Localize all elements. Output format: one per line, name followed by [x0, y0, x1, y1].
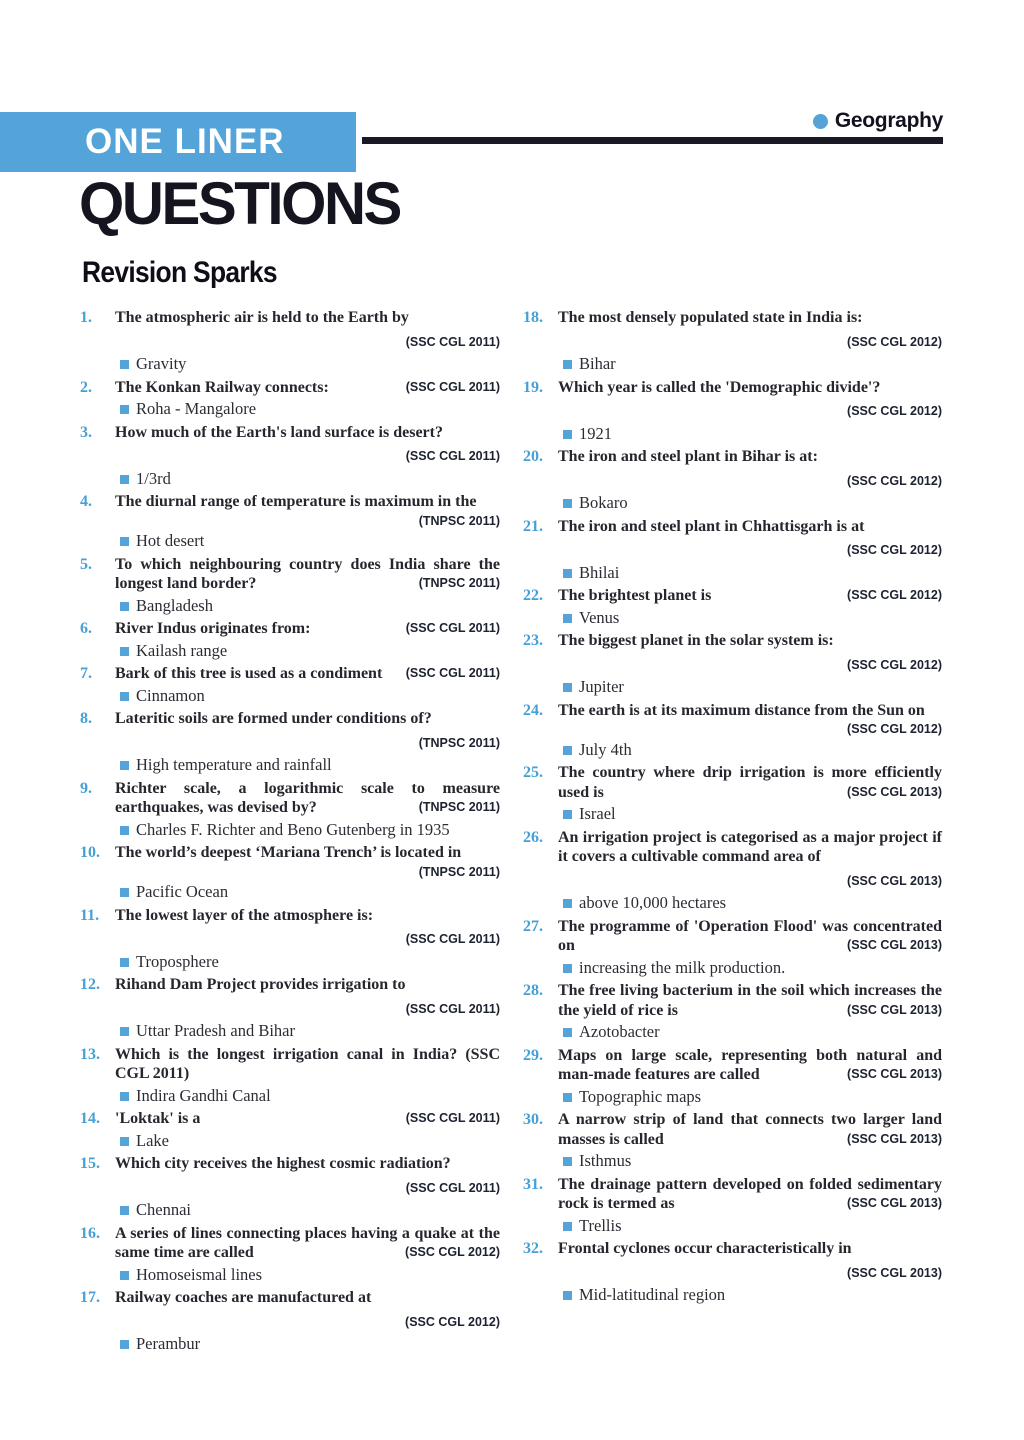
exam-tag: (SSC CGL 2013) [847, 938, 942, 952]
answer-bullet-icon [120, 537, 129, 546]
answer-text: Indira Gandhi Canal [136, 1085, 271, 1105]
question-text: The earth is at its maximum distance from the Sun on (SSC CGL 2012) [558, 701, 942, 721]
page-title: QUESTIONS [79, 170, 400, 237]
question-item [523, 701, 942, 761]
question-number: 32. [523, 1240, 543, 1257]
exam-tag: (SSC CGL 2012) [847, 543, 942, 557]
answer-text: Mid-latitudinal region [579, 1285, 726, 1304]
exam-tag: (SSC CGL 2012) [847, 473, 942, 488]
answer [115, 1086, 500, 1106]
answer-bullet-icon [563, 430, 572, 439]
question-text: An irrigation project is categorised as a major project if it covers a cultivable command area of [558, 828, 942, 865]
question-body [115, 619, 500, 661]
answer-text: Azotobacter [579, 1022, 660, 1041]
question-body [558, 1110, 942, 1172]
exam-tag: (SSC CGL 2011) [115, 1045, 500, 1082]
question-number: 30. [523, 1111, 543, 1128]
question-text: A narrow strip of land that connects two larger land masses is called (SSC CGL 2013) [558, 1111, 942, 1148]
exam-tag-line [558, 401, 942, 422]
question-number: 18. [523, 309, 543, 326]
question-body [558, 701, 942, 761]
answer-bullet-icon [120, 1092, 129, 1101]
answer-bullet-icon [120, 888, 129, 897]
question-item [523, 1110, 942, 1172]
answer-text: Bangladesh [136, 595, 213, 615]
question-item [523, 308, 942, 375]
answer [558, 804, 942, 824]
answer-text: Cinnamon [136, 685, 205, 705]
question-text: Which year is called the 'Demographic divide'? [558, 378, 881, 396]
exam-tag: (SSC CGL 2011) [405, 379, 500, 394]
answer [115, 399, 500, 419]
answer-bullet-icon [563, 1222, 572, 1231]
exam-tag: (SSC CGL 2012) [405, 1314, 500, 1329]
answer [558, 493, 942, 513]
question-text: Which is the longest irrigation canal in India? (SSC CGL 2011) [115, 1045, 500, 1082]
one-liner-badge [0, 112, 356, 172]
answer-text: Chennai [136, 1200, 191, 1219]
question-text: The lowest layer of the atmosphere is: [115, 906, 374, 924]
answer-bullet-icon [563, 810, 572, 819]
question-number: 3. [80, 423, 92, 441]
question-item [523, 586, 942, 628]
question-item [80, 492, 500, 552]
exam-tag: (SSC CGL 2011) [405, 1180, 500, 1195]
exam-tag-line [558, 540, 942, 561]
answer [558, 893, 942, 913]
exam-tag-line [558, 332, 942, 353]
question-number: 22. [523, 587, 543, 604]
exam-tag: (TNPSC 2011) [418, 513, 500, 528]
question-body [558, 1239, 942, 1306]
answer-bullet-icon [120, 1271, 129, 1280]
answer [558, 740, 942, 760]
question-text: River Indus originates from: (SSC CGL 2011) [115, 620, 500, 637]
exam-tag: (SSC CGL 2012) [847, 334, 942, 349]
exam-tag: (SSC CGL 2013) [847, 1265, 942, 1280]
answer-bullet-icon [120, 1340, 129, 1349]
question-number: 31. [523, 1175, 543, 1193]
exam-tag: (SSC CGL 2011) [405, 932, 500, 946]
answer [558, 563, 942, 583]
question-number: 25. [523, 764, 543, 781]
answer-bullet-icon [120, 602, 129, 611]
question-text: The biggest planet in the solar system is: [558, 632, 834, 649]
question-body [115, 492, 500, 552]
answer-text: High temperature and rainfall [136, 755, 332, 774]
question-item [80, 378, 500, 420]
answer [115, 1200, 500, 1220]
answer-text: Pacific Ocean [136, 882, 229, 901]
answer-text: Lake [136, 1130, 169, 1150]
exam-tag-line [558, 655, 942, 676]
exam-tag: (SSC CGL 2013) [847, 1067, 942, 1081]
question-number: 7. [80, 665, 92, 682]
question-body [558, 631, 942, 698]
answer-text: Troposphere [136, 951, 219, 971]
exam-tag-line [115, 1178, 500, 1199]
exam-tag: (SSC CGL 2012) [847, 657, 942, 672]
question-text: Rihand Dam Project provides irrigation to [115, 976, 406, 993]
section-heading: Revision Sparks [82, 256, 277, 289]
answer-bullet-icon [120, 958, 129, 967]
answer-bullet-icon [563, 683, 572, 692]
answer-bullet-icon [563, 1093, 572, 1102]
question-number: 20. [523, 448, 543, 465]
question-text: The brightest planet is (SSC CGL 2012) [558, 587, 942, 604]
exam-tag: (TNPSC 2011) [418, 864, 500, 879]
answer-text: Bhilai [579, 562, 620, 582]
question-number: 14. [80, 1110, 100, 1127]
question-item [523, 378, 942, 445]
question-item [523, 828, 942, 914]
answer-bullet-icon [120, 1027, 129, 1036]
question-body [115, 378, 500, 420]
answer-text: Uttar Pradesh and Bihar [136, 1021, 295, 1040]
exam-tag: (TNPSC 2011) [418, 800, 500, 814]
question-text: The iron and steel plant in Bihar is at: [558, 448, 818, 465]
question-body [558, 517, 942, 584]
answer-bullet-icon [563, 614, 572, 623]
question-body [115, 1154, 500, 1221]
exam-tag: (SSC CGL 2012) [847, 404, 942, 418]
answer-text: Topographic maps [579, 1086, 702, 1106]
answer-text: Gravity [136, 354, 187, 373]
question-body [115, 664, 500, 706]
question-item [80, 1109, 500, 1151]
answer [558, 1216, 942, 1236]
question-text: The atmospheric air is held to the Earth by [115, 309, 409, 326]
question-text: How much of the Earth's land surface is desert? [115, 423, 443, 441]
question-number: 9. [80, 779, 92, 797]
answer [115, 641, 500, 661]
exam-tag: (SSC CGL 2011) [405, 666, 500, 680]
question-number: 28. [523, 982, 543, 999]
question-text: The diurnal range of temperature is maximum in the (TNPSC 2011) [115, 492, 500, 512]
question-body [558, 447, 942, 514]
answer-bullet-icon [120, 692, 129, 701]
question-number: 5. [80, 555, 92, 573]
answer-text: Trellis [579, 1215, 622, 1235]
answer-bullet-icon [563, 1291, 572, 1300]
exam-tag-line [115, 332, 500, 353]
answer [115, 1265, 500, 1285]
question-number: 12. [80, 976, 100, 993]
exam-tag: (SSC CGL 2011) [405, 334, 500, 349]
answer [558, 1087, 942, 1107]
question-text: Richter scale, a logarithmic scale to measure earthquakes, was devised by? (TNPSC 2011) [115, 779, 500, 816]
subject-label: Geography [834, 109, 943, 132]
question-body [115, 975, 500, 1042]
answer-bullet-icon [563, 1157, 572, 1166]
question-body [558, 308, 942, 375]
answer [558, 1022, 942, 1042]
question-item [523, 517, 942, 584]
question-number: 13. [80, 1045, 100, 1063]
question-number: 2. [80, 378, 92, 396]
answer-text: Homoseismal lines [136, 1264, 263, 1284]
question-text: The world’s deepest ‘Mariana Trench’ is located in (TNPSC 2011) [115, 843, 500, 863]
exam-tag: (SSC CGL 2011) [405, 1111, 500, 1125]
answer-text: 1921 [579, 423, 612, 443]
exam-tag-line [115, 929, 500, 950]
answer-text: Bokaro [579, 493, 628, 512]
question-body [115, 1045, 500, 1107]
question-list-left [80, 308, 500, 1358]
question-body [558, 763, 942, 825]
answer [115, 531, 500, 551]
question-body [558, 828, 942, 914]
answer [558, 424, 942, 444]
exam-tag-line [115, 999, 500, 1020]
question-text: The country where drip irrigation is more efficiently used is (SSC CGL 2013) [558, 764, 942, 801]
question-item [80, 709, 500, 776]
question-number: 17. [80, 1289, 100, 1306]
question-body [115, 1109, 500, 1151]
exam-tag: (SSC CGL 2012) [405, 1245, 500, 1259]
answer-text: Perambur [136, 1334, 201, 1353]
question-body [115, 555, 500, 617]
exam-tag: (SSC CGL 2013) [847, 1196, 942, 1210]
question-body [115, 906, 500, 973]
answer-bullet-icon [120, 1206, 129, 1215]
answer-bullet-icon [563, 899, 572, 908]
answer-text: Venus [579, 607, 620, 627]
exam-tag-line [558, 471, 942, 492]
question-item [80, 1154, 500, 1221]
question-item [80, 555, 500, 617]
question-body [115, 843, 500, 903]
answer-bullet-icon [563, 499, 572, 508]
exam-tag: (SSC CGL 2011) [405, 449, 500, 463]
answer-bullet-icon [120, 826, 129, 835]
question-body [115, 779, 500, 841]
answer-text: Kailash range [136, 640, 228, 660]
question-number: 4. [80, 493, 92, 510]
exam-tag-line [558, 871, 942, 892]
question-body [558, 981, 942, 1043]
question-text: Which city receives the highest cosmic radiation? [115, 1155, 451, 1172]
answer-text: Roha - Mangalore [136, 399, 257, 418]
answer [115, 820, 500, 840]
exam-tag: (SSC CGL 2011) [405, 621, 500, 635]
question-body [115, 423, 500, 490]
question-item [80, 1288, 500, 1355]
question-text: 'Loktak' is a (SSC CGL 2011) [115, 1110, 500, 1127]
question-item [80, 308, 500, 375]
exam-tag: (SSC CGL 2013) [847, 873, 942, 888]
answer-text: increasing the milk production. [579, 957, 786, 977]
answer [115, 1021, 500, 1041]
exam-tag-line [115, 446, 500, 467]
exam-tag: (SSC CGL 2013) [847, 784, 942, 799]
question-body [115, 1288, 500, 1355]
answer [115, 952, 500, 972]
question-number: 24. [523, 701, 543, 719]
question-text: The iron and steel plant in Chhattisgarh is at [558, 517, 865, 535]
question-number: 16. [80, 1224, 100, 1242]
answer-text: Charles F. Richter and Beno Gutenberg in 1935 [136, 819, 450, 839]
answer [558, 958, 942, 978]
question-item [523, 917, 942, 979]
answer-text: above 10,000 hectares [579, 893, 727, 912]
exam-tag-line [558, 1263, 942, 1284]
exam-tag: (SSC CGL 2013) [847, 1131, 942, 1146]
answer-bullet-icon [563, 360, 572, 369]
answer [115, 1131, 500, 1151]
question-number: 21. [523, 517, 543, 535]
answer [558, 1151, 942, 1171]
question-text: The free living bacterium in the soil which increases the the yield of rice is (SSC CGL 2013) [558, 982, 942, 1019]
answer-text: Israel [579, 804, 616, 823]
question-text: The Konkan Railway connects: (SSC CGL 2011) [115, 378, 500, 396]
header-rule [362, 137, 943, 144]
answer-bullet-icon [563, 569, 572, 578]
question-item [80, 1045, 500, 1107]
answer [115, 469, 500, 489]
answer [115, 1334, 500, 1354]
exam-tag: (TNPSC 2011) [418, 576, 500, 590]
question-text: A series of lines connecting places having a quake at the same time are called (SSC CGL 2012) [115, 1224, 500, 1261]
answer [558, 1285, 942, 1305]
question-item [80, 1224, 500, 1286]
answer-bullet-icon [563, 964, 572, 973]
exam-tag-line [115, 733, 500, 754]
question-item [80, 779, 500, 841]
answer-bullet-icon [120, 360, 129, 369]
question-list-right [523, 308, 942, 1309]
question-number: 19. [523, 378, 543, 396]
answer-bullet-icon [120, 647, 129, 656]
question-number: 15. [80, 1155, 100, 1172]
question-item [80, 975, 500, 1042]
answer-bullet-icon [120, 761, 129, 770]
question-body [558, 1175, 942, 1237]
answer-text: Bihar [579, 354, 616, 373]
question-item [80, 423, 500, 490]
answer [115, 686, 500, 706]
question-number: 1. [80, 309, 92, 326]
question-number: 29. [523, 1046, 543, 1064]
one-liner-badge-label: ONE LINER [85, 122, 285, 161]
question-body [558, 1046, 942, 1108]
answer-bullet-icon [563, 746, 572, 755]
exam-tag: (TNPSC 2011) [418, 735, 500, 750]
question-number: 10. [80, 844, 100, 861]
exam-tag-line [115, 1312, 500, 1333]
question-body [558, 586, 942, 628]
answer [115, 354, 500, 374]
question-item [523, 1239, 942, 1306]
question-item [80, 664, 500, 706]
answer [558, 677, 942, 697]
answer-text: Jupiter [579, 677, 624, 696]
answer-bullet-icon [563, 1028, 572, 1037]
answer [558, 608, 942, 628]
question-text: The drainage pattern developed on folded sedimentary rock is termed as (SSC CGL 2013) [558, 1175, 942, 1212]
question-number: 6. [80, 620, 92, 637]
answer-text: 1/3rd [136, 468, 171, 488]
answer [558, 354, 942, 374]
question-text: To which neighbouring country does India share the longest land border? (TNPSC 2011) [115, 555, 500, 592]
question-item [80, 619, 500, 661]
question-body [558, 378, 942, 445]
question-text: The programme of 'Operation Flood' was concentrated on (SSC CGL 2013) [558, 917, 942, 954]
answer [115, 755, 500, 775]
question-item [523, 1046, 942, 1108]
question-body [558, 917, 942, 979]
question-item [523, 447, 942, 514]
answer [115, 596, 500, 616]
answer-bullet-icon [120, 405, 129, 414]
question-item [80, 843, 500, 903]
question-body [115, 308, 500, 375]
answer-text: July 4th [579, 739, 632, 759]
exam-tag: (SSC CGL 2012) [847, 722, 942, 736]
exam-tag: (SSC CGL 2011) [405, 1001, 500, 1016]
question-item [523, 981, 942, 1043]
question-item [80, 906, 500, 973]
answer-text: Isthmus [579, 1151, 632, 1170]
question-text: Maps on large scale, representing both natural and man-made features are called (SSC CGL 2013) [558, 1046, 942, 1083]
question-number: 23. [523, 632, 543, 649]
question-text: Lateritic soils are formed under conditions of? [115, 710, 432, 727]
answer-text: Hot desert [136, 531, 205, 550]
subject-dot-icon [813, 114, 828, 129]
question-item [523, 763, 942, 825]
question-text: Bark of this tree is used as a condiment (SSC CGL 2011) [115, 665, 500, 682]
question-text: Railway coaches are manufactured at [115, 1289, 372, 1306]
exam-tag: (SSC CGL 2012) [847, 588, 942, 602]
question-number: 8. [80, 710, 92, 727]
question-item [523, 631, 942, 698]
answer [115, 882, 500, 902]
exam-tag: (SSC CGL 2013) [847, 1002, 942, 1017]
subject-header [813, 109, 943, 133]
question-number: 26. [523, 828, 543, 846]
answer-bullet-icon [120, 475, 129, 484]
question-number: 11. [80, 906, 100, 924]
question-body [115, 709, 500, 776]
question-text: Frontal cyclones occur characteristically in [558, 1240, 852, 1257]
answer-bullet-icon [120, 1137, 129, 1146]
question-text: The most densely populated state in India is: [558, 309, 863, 326]
question-body [115, 1224, 500, 1286]
question-item [523, 1175, 942, 1237]
question-number: 27. [523, 917, 543, 935]
